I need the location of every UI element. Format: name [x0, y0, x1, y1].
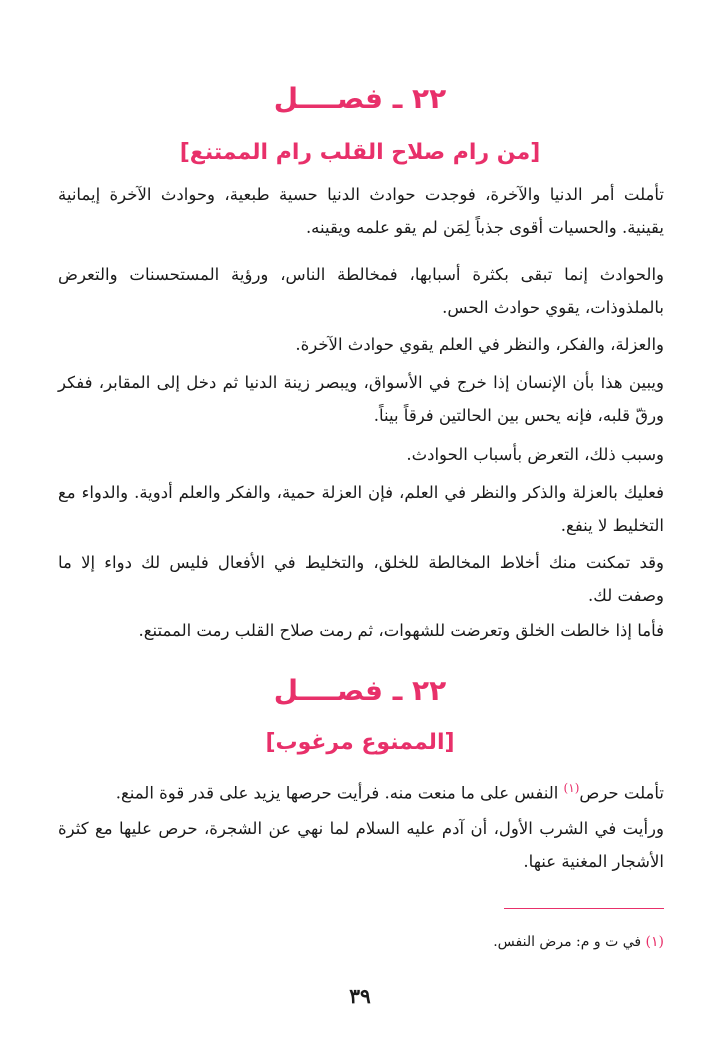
paragraph-10: ورأيت في الشرب الأول، أن آدم عليه السلام لما نهي عن الشجرة، حرص عليها مع كثرة الأشجار المغنية عنها.: [58, 819, 664, 871]
paragraph-3: والعزلة، والفكر، والنظر في العلم يقوي حوادث الآخرة.: [295, 335, 664, 354]
paragraph-4: ويبين هذا بأن الإنسان إذا خرج في الأسواق، ويبصر زينة الدنيا ثم دخل إلى المقابر، ففكر ورقّ قلبه، فإنه يحس بين الحالتين فرقاً بيناً.: [58, 373, 664, 425]
paragraph-9-end: النفس على ما منعت منه. فرأيت حرصها يزيد على قدر قوة المنع.: [115, 783, 564, 803]
paragraph-9: [58, 772, 664, 810]
chapter-heading-1: ٢٢ ـ فصــــل: [273, 82, 447, 115]
footnote: [58, 930, 664, 954]
paragraph-6: فعليك بالعزلة والذكر والنظر في العلم، فإن العزلة حمية، والفكر والعلم أدوية. والدواء مع التخليط لا ينفع.: [58, 483, 664, 535]
paragraph-9-start: تأملت حرص: [579, 783, 664, 803]
paragraph-2: والحوادث إنما تبقى بكثرة أسبابها، فمخالطة الناس، ورؤية المستحسنات والتعرض بالملذوذات، يقوي حوادث الحس.: [58, 265, 664, 317]
footnote-text: في ت و م: مرض النفس.: [493, 934, 646, 950]
paragraph-1: تأملت أمر الدنيا والآخرة، فوجدت حوادث الدنيا حسية طبعية، وحوادث الآخرة إيمانية يقينية. والحسيات أقوى جذباً لِمَن لم يقو علمه ويقينه.: [58, 185, 664, 237]
paragraph-8: فأما إذا خالطت الخلق وتعرضت للشهوات، ثم رمت صلاح القلب رمت الممتنع.: [138, 621, 664, 640]
paragraph-7: وقد تمكنت منك أخلاط المخالطة للخلق، والتخليط في الأفعال فليس لك دواء إلا ما وصفت لك.: [58, 553, 664, 605]
footnote-mark: (١): [645, 934, 664, 950]
chapter-subtitle-2: [الممنوع مرغوب]: [265, 730, 455, 755]
footnote-reference[interactable]: (١): [563, 781, 580, 795]
chapter-heading-2: ٢٢ ـ فصــــل: [273, 674, 447, 707]
chapter-subtitle-1: [من رام صلاح القلب رام الممتنع]: [179, 140, 541, 165]
page-number: ٣٩: [349, 984, 371, 1008]
footnote-divider: [504, 908, 664, 909]
paragraph-5: وسبب ذلك، التعرض بأسباب الحوادث.: [406, 445, 664, 464]
